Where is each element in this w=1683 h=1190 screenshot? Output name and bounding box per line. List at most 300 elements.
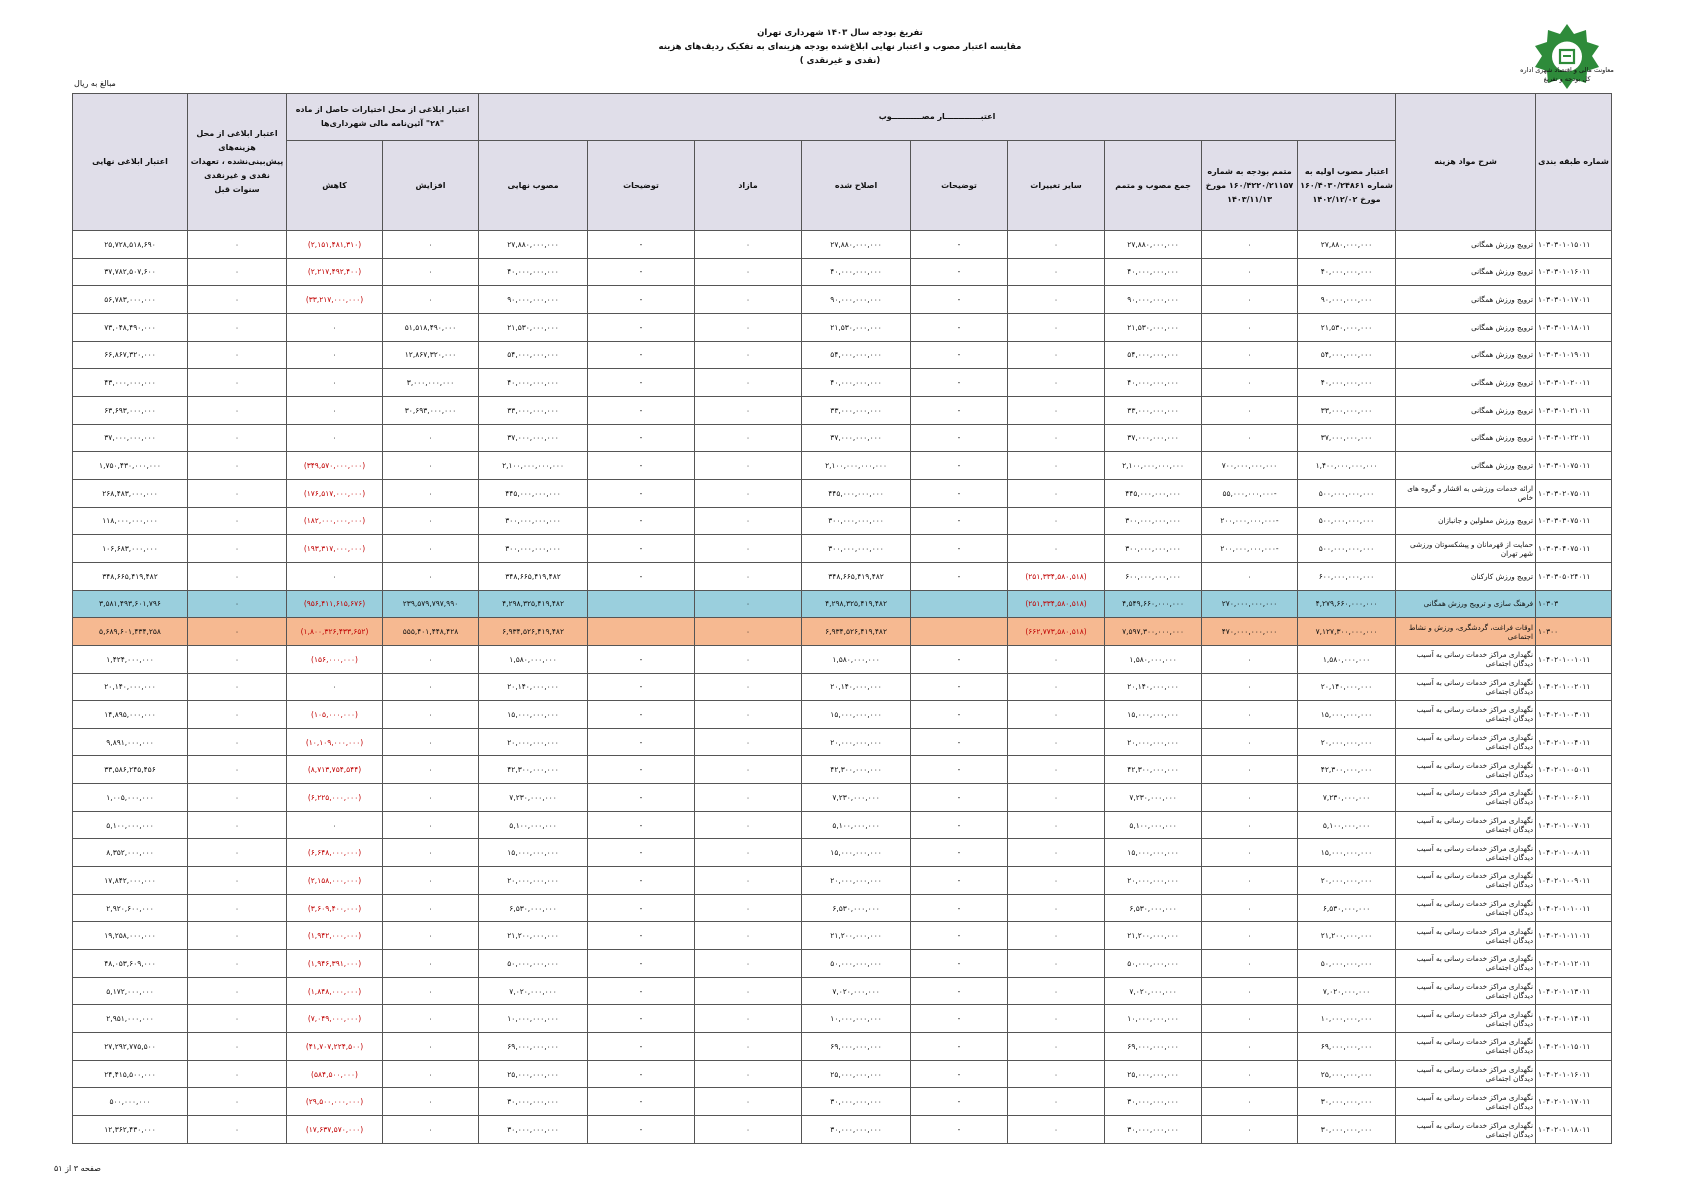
cell-revised: ۴۴۵,۰۰۰,۰۰۰,۰۰۰ [802, 479, 911, 507]
cell-sum: ۶,۵۳۰,۰۰۰,۰۰۰ [1105, 894, 1202, 922]
cell-increase: ۰ [383, 507, 479, 535]
cell-increase: ۰ [383, 258, 479, 286]
cell-notes2: - [588, 1033, 695, 1061]
cell-notes1: - [911, 977, 1008, 1005]
cell-other: ۰ [1008, 756, 1105, 784]
cell-notes1: - [911, 922, 1008, 950]
col-sum: جمع مصوب و متمم [1105, 141, 1202, 231]
cell-final: ۷۳,۰۴۸,۴۹۰,۰۰۰ [73, 313, 188, 341]
table-row [73, 922, 1612, 950]
cell-code: ۱۰۳۰۳۰۱۰۲۰۰۱۱ [1536, 369, 1612, 397]
cell-unforeseen: ۰ [188, 645, 287, 673]
cell-increase: ۰ [383, 701, 479, 729]
cell-sum: ۴۲,۳۰۰,۰۰۰,۰۰۰ [1105, 756, 1202, 784]
cell-supplement: ۰ [1202, 922, 1298, 950]
cell-final: ۶۳,۶۹۳,۰۰۰,۰۰۰ [73, 396, 188, 424]
cell-revised: ۵,۱۰۰,۰۰۰,۰۰۰ [802, 811, 911, 839]
cell-initial: ۳۷,۰۰۰,۰۰۰,۰۰۰ [1298, 424, 1396, 452]
cell-decrease: (۱۹۳,۳۱۷,۰۰۰,۰۰۰) [287, 535, 383, 563]
cell-decrease: (۲۹,۵۰۰,۰۰۰,۰۰۰) [287, 1088, 383, 1116]
cell-sum: ۴,۵۴۹,۶۶۰,۰۰۰,۰۰۰ [1105, 590, 1202, 618]
cell-initial: ۲۷,۸۸۰,۰۰۰,۰۰۰ [1298, 231, 1396, 259]
cell-other: ۰ [1008, 396, 1105, 424]
cell-revised: ۲۱,۲۰۰,۰۰۰,۰۰۰ [802, 922, 911, 950]
cell-revised: ۶,۵۳۰,۰۰۰,۰۰۰ [802, 894, 911, 922]
cell-other: ۰ [1008, 922, 1105, 950]
cell-initial: ۷,۱۲۷,۳۰۰,۰۰۰,۰۰۰ [1298, 618, 1396, 646]
cell-notes2: - [588, 258, 695, 286]
table-row [73, 231, 1612, 259]
cell-final-approved: ۲۷,۸۸۰,۰۰۰,۰۰۰ [479, 231, 588, 259]
cell-notes1 [911, 590, 1008, 618]
cell-revised: ۴,۲۹۸,۳۲۵,۴۱۹,۴۸۲ [802, 590, 911, 618]
cell-other: ۰ [1008, 728, 1105, 756]
cell-sum: ۷,۲۳۰,۰۰۰,۰۰۰ [1105, 784, 1202, 812]
cell-surplus: ۰ [695, 507, 802, 535]
cell-code: ۱۰۴۰۲۰۱۰۱۲۰۱۱ [1536, 950, 1612, 978]
cell-final-approved: ۹۰,۰۰۰,۰۰۰,۰۰۰ [479, 286, 588, 314]
cell-decrease: (۳۳,۲۱۷,۰۰۰,۰۰۰) [287, 286, 383, 314]
cell-final: ۲,۹۲۰,۶۰۰,۰۰۰ [73, 894, 188, 922]
cell-desc: اوقات فراغت، گردشگری، ورزش و نشاط اجتماعی [1396, 618, 1536, 646]
cell-surplus: ۰ [695, 1060, 802, 1088]
cell-sum: ۱۵,۰۰۰,۰۰۰,۰۰۰ [1105, 839, 1202, 867]
cell-notes1: - [911, 231, 1008, 259]
cell-desc: نگهداری مراکز خدمات رسانی به آسیب دیدگان اجتماعی [1396, 1005, 1536, 1033]
cell-initial: ۳۳,۰۰۰,۰۰۰,۰۰۰ [1298, 396, 1396, 424]
cell-unforeseen: ۰ [188, 286, 287, 314]
cell-increase: ۰ [383, 728, 479, 756]
cell-desc: نگهداری مراکز خدمات رسانی به آسیب دیدگان اجتماعی [1396, 1033, 1536, 1061]
cell-initial: ۴,۲۷۹,۶۶۰,۰۰۰,۰۰۰ [1298, 590, 1396, 618]
cell-revised: ۱۵,۰۰۰,۰۰۰,۰۰۰ [802, 839, 911, 867]
cell-decrease: ۰ [287, 341, 383, 369]
cell-sum: ۳۰۰,۰۰۰,۰۰۰,۰۰۰ [1105, 507, 1202, 535]
cell-desc: ترویج ورزش همگانی [1396, 424, 1536, 452]
table-row [73, 811, 1612, 839]
cell-sum: ۷,۰۲۰,۰۰۰,۰۰۰ [1105, 977, 1202, 1005]
cell-sum: ۹۰,۰۰۰,۰۰۰,۰۰۰ [1105, 286, 1202, 314]
page-number: صفحه ۳ از ۵۱ [54, 1164, 101, 1173]
cell-final-approved: ۱,۵۸۰,۰۰۰,۰۰۰ [479, 645, 588, 673]
table-row [73, 701, 1612, 729]
cell-decrease: (۲,۱۵۸,۰۰۰,۰۰۰) [287, 867, 383, 895]
cell-notes1: - [911, 1116, 1008, 1144]
report-title: تفریغ بودجه سال ۱۴۰۳ شهرداری تهران [757, 28, 923, 38]
cell-sum: ۲,۱۰۰,۰۰۰,۰۰۰,۰۰۰ [1105, 452, 1202, 480]
cell-unforeseen: ۰ [188, 231, 287, 259]
cell-notes1: - [911, 645, 1008, 673]
cell-final: ۱۲,۳۶۲,۴۳۰,۰۰۰ [73, 1116, 188, 1144]
cell-final: ۱۱۸,۰۰۰,۰۰۰,۰۰۰ [73, 507, 188, 535]
cell-surplus: ۰ [695, 1005, 802, 1033]
cell-final: ۵,۱۷۲,۰۰۰,۰۰۰ [73, 977, 188, 1005]
cell-notes2: - [588, 507, 695, 535]
cell-surplus: ۰ [695, 867, 802, 895]
cell-desc: ارائه خدمات ورزشی به اقشار و گروه های خاص [1396, 479, 1536, 507]
cell-final-approved: ۳۴۸,۶۶۵,۴۱۹,۴۸۲ [479, 562, 588, 590]
cell-code: ۱۰۴۰۲۰۱۰۱۵۰۱۱ [1536, 1033, 1612, 1061]
cell-revised: ۳۴۸,۶۶۵,۴۱۹,۴۸۲ [802, 562, 911, 590]
total-row [73, 618, 1612, 646]
col-desc: شرح مواد هزینه [1396, 94, 1536, 231]
cell-final-approved: ۶,۵۳۰,۰۰۰,۰۰۰ [479, 894, 588, 922]
cell-surplus: ۰ [695, 784, 802, 812]
cell-supplement: -۲۰۰,۰۰۰,۰۰۰,۰۰۰ [1202, 535, 1298, 563]
cell-sum: ۲۷,۸۸۰,۰۰۰,۰۰۰ [1105, 231, 1202, 259]
cell-unforeseen: ۰ [188, 811, 287, 839]
cell-increase: ۵۱,۵۱۸,۴۹۰,۰۰۰ [383, 313, 479, 341]
cell-initial: ۲۰,۰۰۰,۰۰۰,۰۰۰ [1298, 728, 1396, 756]
cell-increase: ۰ [383, 894, 479, 922]
cell-sum: ۶۰۰,۰۰۰,۰۰۰,۰۰۰ [1105, 562, 1202, 590]
cell-revised: ۲۵,۰۰۰,۰۰۰,۰۰۰ [802, 1060, 911, 1088]
report-subtitle-note: (نقدی و غیرنقدی ) [799, 56, 881, 66]
cell-revised: ۶۹,۰۰۰,۰۰۰,۰۰۰ [802, 1033, 911, 1061]
cell-unforeseen: ۰ [188, 977, 287, 1005]
cell-sum: ۲۱,۵۳۰,۰۰۰,۰۰۰ [1105, 313, 1202, 341]
cell-revised: ۲۰,۱۴۰,۰۰۰,۰۰۰ [802, 673, 911, 701]
cell-notes2: - [588, 728, 695, 756]
cell-notes2: - [588, 313, 695, 341]
report-subtitle: مقایسه اعتبار مصوب و اعتبار نهایی ابلاغ‌شده بودجه هزینه‌ای به تفکیک ردیف‌های هزینه [658, 42, 1022, 52]
cell-notes1: - [911, 258, 1008, 286]
cell-surplus: ۰ [695, 811, 802, 839]
cell-final-approved: ۲۰,۱۴۰,۰۰۰,۰۰۰ [479, 673, 588, 701]
cell-notes2: - [588, 424, 695, 452]
table-row [73, 452, 1612, 480]
table-row [73, 341, 1612, 369]
cell-surplus: ۰ [695, 894, 802, 922]
cell-code: ۱۰۴۰۲۰۱۰۱۳۰۱۱ [1536, 977, 1612, 1005]
cell-decrease: (۱۵۶,۰۰۰,۰۰۰) [287, 645, 383, 673]
cell-desc: حمایت از قهرمانان و پیشکسوتان ورزشی شهر تهران [1396, 535, 1536, 563]
cell-sum: ۱۰,۰۰۰,۰۰۰,۰۰۰ [1105, 1005, 1202, 1033]
cell-decrease: (۱,۸۰۰,۳۲۶,۴۳۳,۶۵۲) [287, 618, 383, 646]
cell-sum: ۴۰,۰۰۰,۰۰۰,۰۰۰ [1105, 258, 1202, 286]
col-surplus: مازاد [695, 141, 802, 231]
cell-code: ۱۰۴۰۲۰۱۰۰۳۰۱۱ [1536, 701, 1612, 729]
cell-notes1: - [911, 784, 1008, 812]
cell-other: ۰ [1008, 286, 1105, 314]
cell-final-approved: ۳۰,۰۰۰,۰۰۰,۰۰۰ [479, 1088, 588, 1116]
cell-final: ۴۸,۰۵۳,۶۰۹,۰۰۰ [73, 950, 188, 978]
cell-desc: ترویج ورزش همگانی [1396, 369, 1536, 397]
cell-supplement: ۰ [1202, 728, 1298, 756]
logo-caption: معاونت مالی و اقتصاد شهری اداره کل بودجه و تفریغ [1520, 66, 1614, 83]
cell-sum: ۵۰,۰۰۰,۰۰۰,۰۰۰ [1105, 950, 1202, 978]
cell-initial: ۵۰۰,۰۰۰,۰۰۰,۰۰۰ [1298, 479, 1396, 507]
cell-increase: ۰ [383, 424, 479, 452]
cell-sum: ۵,۱۰۰,۰۰۰,۰۰۰ [1105, 811, 1202, 839]
cell-surplus: ۰ [695, 1116, 802, 1144]
cell-revised: ۱۵,۰۰۰,۰۰۰,۰۰۰ [802, 701, 911, 729]
table-row [73, 756, 1612, 784]
cell-other: ۰ [1008, 1033, 1105, 1061]
cell-increase: ۰ [383, 286, 479, 314]
cell-revised: ۵۴,۰۰۰,۰۰۰,۰۰۰ [802, 341, 911, 369]
cell-code: ۱۰۳۰۳۰۱۰۲۱۰۱۱ [1536, 396, 1612, 424]
cell-notes2: - [588, 286, 695, 314]
cell-revised: ۶,۹۳۴,۵۲۶,۴۱۹,۴۸۲ [802, 618, 911, 646]
cell-notes1: - [911, 369, 1008, 397]
cell-code: ۱۰۴۰۲۰۱۰۰۷۰۱۱ [1536, 811, 1612, 839]
cell-notes2: - [588, 756, 695, 784]
cell-other: ۰ [1008, 424, 1105, 452]
cell-other: ۰ [1008, 1088, 1105, 1116]
cell-surplus: ۰ [695, 1088, 802, 1116]
col-increase: افزایش [383, 141, 479, 231]
cell-desc: ترویج ورزش همگانی [1396, 452, 1536, 480]
cell-decrease: (۳,۶۰۹,۴۰۰,۰۰۰) [287, 894, 383, 922]
cell-desc: فرهنگ سازی و ترویج ورزش همگانی [1396, 590, 1536, 618]
cell-final: ۶۶,۸۶۷,۳۲۰,۰۰۰ [73, 341, 188, 369]
cell-final-approved: ۱۵,۰۰۰,۰۰۰,۰۰۰ [479, 701, 588, 729]
cell-desc: نگهداری مراکز خدمات رسانی به آسیب دیدگان اجتماعی [1396, 867, 1536, 895]
cell-revised: ۵۰,۰۰۰,۰۰۰,۰۰۰ [802, 950, 911, 978]
cell-surplus: ۰ [695, 618, 802, 646]
cell-supplement: ۰ [1202, 231, 1298, 259]
cell-code: ۱۰۳۰۳۰۱۰۱۵۰۱۱ [1536, 231, 1612, 259]
cell-final-approved: ۵۰,۰۰۰,۰۰۰,۰۰۰ [479, 950, 588, 978]
cell-notes2: - [588, 839, 695, 867]
cell-code: ۱۰۴۰۲۰۱۰۱۸۰۱۱ [1536, 1116, 1612, 1144]
cell-increase: ۰ [383, 1005, 479, 1033]
cell-surplus: ۰ [695, 839, 802, 867]
cell-unforeseen: ۰ [188, 1005, 287, 1033]
cell-unforeseen: ۰ [188, 313, 287, 341]
table-row [73, 977, 1612, 1005]
cell-increase: ۰ [383, 839, 479, 867]
cell-sum: ۴۴۵,۰۰۰,۰۰۰,۰۰۰ [1105, 479, 1202, 507]
cell-revised: ۱,۵۸۰,۰۰۰,۰۰۰ [802, 645, 911, 673]
cell-initial: ۶,۵۳۰,۰۰۰,۰۰۰ [1298, 894, 1396, 922]
table-row [73, 950, 1612, 978]
cell-surplus: ۰ [695, 922, 802, 950]
cell-code: ۱۰۳۰۳۰۱۰۱۶۰۱۱ [1536, 258, 1612, 286]
cell-decrease: (۱۸۲,۰۰۰,۰۰۰,۰۰۰) [287, 507, 383, 535]
cell-other: (۲۵۱,۳۳۴,۵۸۰,۵۱۸) [1008, 562, 1105, 590]
cell-notes1: - [911, 286, 1008, 314]
cell-notes2 [588, 590, 695, 618]
cell-other: ۰ [1008, 701, 1105, 729]
cell-unforeseen: ۰ [188, 673, 287, 701]
cell-other: ۰ [1008, 1005, 1105, 1033]
cell-notes2: - [588, 535, 695, 563]
cell-final-approved: ۶۹,۰۰۰,۰۰۰,۰۰۰ [479, 1033, 588, 1061]
col-other: سایر تغییرات [1008, 141, 1105, 231]
table-row [73, 1060, 1612, 1088]
cell-final-approved: ۱۰,۰۰۰,۰۰۰,۰۰۰ [479, 1005, 588, 1033]
cell-other: ۰ [1008, 479, 1105, 507]
cell-supplement: ۰ [1202, 258, 1298, 286]
cell-other: ۰ [1008, 673, 1105, 701]
cell-final-approved: ۴,۲۹۸,۳۲۵,۴۱۹,۴۸۲ [479, 590, 588, 618]
cell-other: ۰ [1008, 977, 1105, 1005]
cell-unforeseen: ۰ [188, 341, 287, 369]
col-revised: اصلاح شده [802, 141, 911, 231]
cell-decrease: (۴۱,۷۰۷,۲۲۴,۵۰۰) [287, 1033, 383, 1061]
cell-sum: ۳۳,۰۰۰,۰۰۰,۰۰۰ [1105, 396, 1202, 424]
cell-revised: ۳۳,۰۰۰,۰۰۰,۰۰۰ [802, 396, 911, 424]
cell-increase: ۰ [383, 1060, 479, 1088]
cell-surplus: ۰ [695, 673, 802, 701]
cell-unforeseen: ۰ [188, 479, 287, 507]
cell-unforeseen: ۰ [188, 590, 287, 618]
cell-sum: ۳۷,۰۰۰,۰۰۰,۰۰۰ [1105, 424, 1202, 452]
cell-increase: ۰ [383, 1033, 479, 1061]
currency-unit: مبالغ به ریال [74, 79, 116, 88]
cell-increase: ۳۰,۶۹۳,۰۰۰,۰۰۰ [383, 396, 479, 424]
cell-final: ۲۷,۲۹۲,۷۷۵,۵۰۰ [73, 1033, 188, 1061]
cell-other: ۰ [1008, 535, 1105, 563]
cell-supplement: ۰ [1202, 313, 1298, 341]
cell-unforeseen: ۰ [188, 618, 287, 646]
cell-surplus: ۰ [695, 396, 802, 424]
cell-sum: ۲۱,۲۰۰,۰۰۰,۰۰۰ [1105, 922, 1202, 950]
cell-initial: ۱,۴۰۰,۰۰۰,۰۰۰,۰۰۰ [1298, 452, 1396, 480]
cell-initial: ۱۵,۰۰۰,۰۰۰,۰۰۰ [1298, 839, 1396, 867]
cell-notes2: - [588, 452, 695, 480]
cell-revised: ۲۰,۰۰۰,۰۰۰,۰۰۰ [802, 728, 911, 756]
cell-initial: ۲۰,۰۰۰,۰۰۰,۰۰۰ [1298, 867, 1396, 895]
cell-surplus: ۰ [695, 452, 802, 480]
cell-increase: ۰ [383, 645, 479, 673]
cell-notes1: - [911, 728, 1008, 756]
cell-code: ۱۰۳۰۳ [1536, 590, 1612, 618]
cell-increase: ۵۵۵,۴۰۱,۴۴۸,۴۲۸ [383, 618, 479, 646]
cell-other: ۰ [1008, 950, 1105, 978]
cell-surplus: ۰ [695, 1033, 802, 1061]
cell-notes1: - [911, 811, 1008, 839]
cell-desc: نگهداری مراکز خدمات رسانی به آسیب دیدگان اجتماعی [1396, 950, 1536, 978]
cell-code: ۱۰۳۰۳۰۱۰۷۵۰۱۱ [1536, 452, 1612, 480]
col-initial: اعتبار مصوب اولیه به شماره ۱۶۰/۴۰۳۰/۲۴۸۶۱ مورخ ۱۴۰۲/۱۲/۰۲ [1298, 141, 1396, 231]
cell-revised: ۱۰,۰۰۰,۰۰۰,۰۰۰ [802, 1005, 911, 1033]
cell-notes2: - [588, 977, 695, 1005]
cell-initial: ۳۰,۰۰۰,۰۰۰,۰۰۰ [1298, 1116, 1396, 1144]
cell-revised: ۴۲,۳۰۰,۰۰۰,۰۰۰ [802, 756, 911, 784]
cell-final-approved: ۴۴۵,۰۰۰,۰۰۰,۰۰۰ [479, 479, 588, 507]
cell-notes2: - [588, 701, 695, 729]
cell-initial: ۷,۰۲۰,۰۰۰,۰۰۰ [1298, 977, 1396, 1005]
table-row [73, 1116, 1612, 1144]
cell-initial: ۳۰,۰۰۰,۰۰۰,۰۰۰ [1298, 1088, 1396, 1116]
cell-sum: ۶۹,۰۰۰,۰۰۰,۰۰۰ [1105, 1033, 1202, 1061]
cell-supplement: ۰ [1202, 756, 1298, 784]
cell-supplement: ۰ [1202, 977, 1298, 1005]
cell-final: ۵۶,۷۸۳,۰۰۰,۰۰۰ [73, 286, 188, 314]
cell-surplus: ۰ [695, 341, 802, 369]
cell-code: ۱۰۳۰۳۰۱۰۲۲۰۱۱ [1536, 424, 1612, 452]
cell-sum: ۳۰,۰۰۰,۰۰۰,۰۰۰ [1105, 1116, 1202, 1144]
cell-notes1: - [911, 562, 1008, 590]
cell-final-approved: ۴۲,۳۰۰,۰۰۰,۰۰۰ [479, 756, 588, 784]
table-row [73, 784, 1612, 812]
cell-desc: نگهداری مراکز خدمات رسانی به آسیب دیدگان اجتماعی [1396, 645, 1536, 673]
table-row [73, 645, 1612, 673]
cell-initial: ۶۹,۰۰۰,۰۰۰,۰۰۰ [1298, 1033, 1396, 1061]
cell-decrease: ۰ [287, 562, 383, 590]
cell-unforeseen: ۰ [188, 535, 287, 563]
cell-unforeseen: ۰ [188, 424, 287, 452]
report-titles [540, 26, 1140, 68]
cell-initial: ۷,۲۳۰,۰۰۰,۰۰۰ [1298, 784, 1396, 812]
cell-revised: ۳۰,۰۰۰,۰۰۰,۰۰۰ [802, 1088, 911, 1116]
cell-other: ۰ [1008, 1060, 1105, 1088]
cell-notes1: - [911, 756, 1008, 784]
cell-decrease: ۰ [287, 424, 383, 452]
cell-decrease: ۰ [287, 369, 383, 397]
cell-unforeseen: ۰ [188, 396, 287, 424]
cell-desc: نگهداری مراکز خدمات رسانی به آسیب دیدگان اجتماعی [1396, 811, 1536, 839]
cell-code: ۱۰۳۰۳۰۱۰۱۸۰۱۱ [1536, 313, 1612, 341]
cell-initial: ۶۰۰,۰۰۰,۰۰۰,۰۰۰ [1298, 562, 1396, 590]
cell-decrease: (۵۸۴,۵۰۰,۰۰۰) [287, 1060, 383, 1088]
cell-other: ۰ [1008, 452, 1105, 480]
cell-final-approved: ۴۰,۰۰۰,۰۰۰,۰۰۰ [479, 369, 588, 397]
cell-decrease: (۱۷,۶۳۷,۵۷۰,۰۰۰) [287, 1116, 383, 1144]
table-row [73, 396, 1612, 424]
subtotal-row [73, 590, 1612, 618]
cell-supplement: ۰ [1202, 1033, 1298, 1061]
cell-decrease: (۹۵۶,۴۱۱,۶۱۵,۶۷۶) [287, 590, 383, 618]
cell-increase: ۰ [383, 784, 479, 812]
cell-final: ۱۴,۸۹۵,۰۰۰,۰۰۰ [73, 701, 188, 729]
cell-notes2: - [588, 950, 695, 978]
cell-desc: نگهداری مراکز خدمات رسانی به آسیب دیدگان اجتماعی [1396, 673, 1536, 701]
cell-other: ۰ [1008, 1116, 1105, 1144]
cell-initial: ۱۵,۰۰۰,۰۰۰,۰۰۰ [1298, 701, 1396, 729]
cell-increase: ۰ [383, 922, 479, 950]
cell-code: ۱۰۴۰۲۰۱۰۰۹۰۱۱ [1536, 867, 1612, 895]
cell-supplement: ۰ [1202, 867, 1298, 895]
cell-desc: ترویج ورزش همگانی [1396, 231, 1536, 259]
cell-decrease: (۳۴۹,۵۷۰,۰۰۰,۰۰۰) [287, 452, 383, 480]
cell-notes1: - [911, 535, 1008, 563]
cell-unforeseen: ۰ [188, 728, 287, 756]
cell-desc: نگهداری مراکز خدمات رسانی به آسیب دیدگان اجتماعی [1396, 756, 1536, 784]
cell-unforeseen: ۰ [188, 922, 287, 950]
cell-final-approved: ۲۰,۰۰۰,۰۰۰,۰۰۰ [479, 728, 588, 756]
table-body [73, 231, 1612, 1144]
cell-notes2: - [588, 1005, 695, 1033]
table-row [73, 286, 1612, 314]
cell-unforeseen: ۰ [188, 784, 287, 812]
cell-desc: نگهداری مراکز خدمات رسانی به آسیب دیدگان اجتماعی [1396, 839, 1536, 867]
cell-decrease: (۱۰۵,۰۰۰,۰۰۰) [287, 701, 383, 729]
cell-increase: ۰ [383, 673, 479, 701]
cell-surplus: ۰ [695, 950, 802, 978]
table-row [73, 839, 1612, 867]
cell-increase: ۰ [383, 1088, 479, 1116]
col-art28-group: اعتبار ابلاغی از محل اختیارات حاصل از ماده "۲۸" آئین‌نامه مالی شهرداری‌ها [287, 94, 479, 141]
cell-final-approved: ۳۰,۰۰۰,۰۰۰,۰۰۰ [479, 1116, 588, 1144]
cell-surplus: ۰ [695, 424, 802, 452]
cell-final: ۱,۰۰۵,۰۰۰,۰۰۰ [73, 784, 188, 812]
cell-unforeseen: ۰ [188, 258, 287, 286]
cell-desc: ترویج ورزش همگانی [1396, 258, 1536, 286]
cell-decrease: (۱۰,۱۰۹,۰۰۰,۰۰۰) [287, 728, 383, 756]
cell-surplus: ۰ [695, 562, 802, 590]
cell-decrease: ۰ [287, 313, 383, 341]
cell-notes1: - [911, 1060, 1008, 1088]
cell-supplement: ۰ [1202, 950, 1298, 978]
cell-supplement: ۰ [1202, 286, 1298, 314]
cell-supplement: ۰ [1202, 894, 1298, 922]
cell-notes1: - [911, 839, 1008, 867]
cell-unforeseen: ۰ [188, 950, 287, 978]
